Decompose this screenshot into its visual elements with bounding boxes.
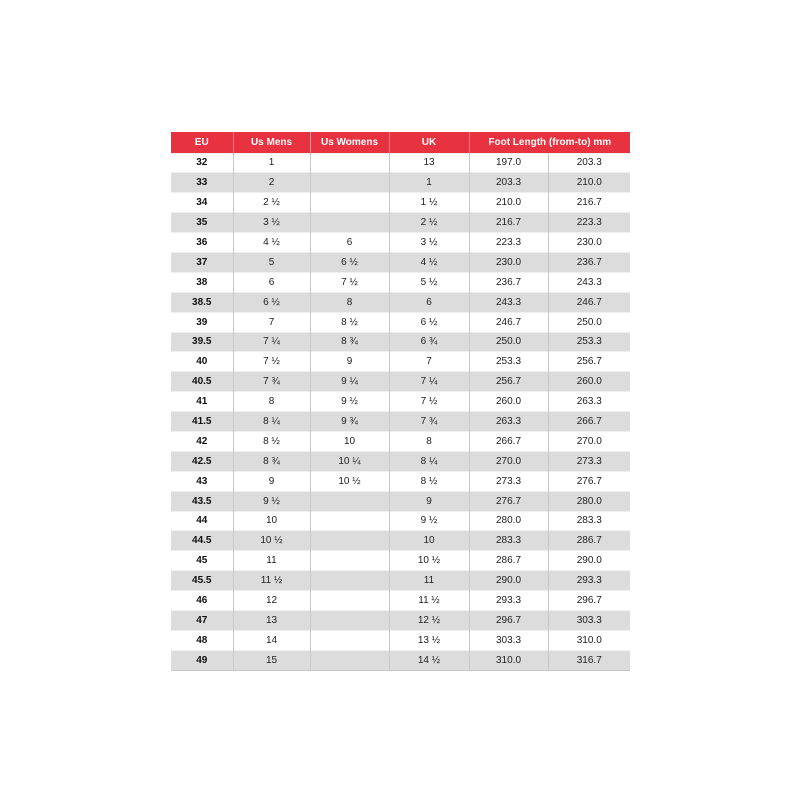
- cell-foot-length-from: 223.3: [469, 233, 548, 253]
- cell-us-mens: 15: [233, 650, 310, 670]
- cell-eu: 44: [171, 511, 233, 531]
- cell-us-mens: 6 ½: [233, 292, 310, 312]
- cell-eu: 42: [171, 431, 233, 451]
- cell-us-womens: [310, 531, 389, 551]
- cell-us-womens: [310, 511, 389, 531]
- cell-foot-length-to: 260.0: [548, 372, 630, 392]
- cell-us-womens: [310, 153, 389, 173]
- cell-foot-length-to: 216.7: [548, 193, 630, 213]
- table-row: [171, 630, 630, 650]
- cell-us-mens: 9: [233, 471, 310, 491]
- cell-us-womens: [310, 551, 389, 571]
- cell-eu: 40.5: [171, 372, 233, 392]
- cell-eu: 39.5: [171, 332, 233, 352]
- table-row: [171, 451, 630, 471]
- cell-foot-length-from: 273.3: [469, 471, 548, 491]
- cell-us-mens: 8 ¼: [233, 412, 310, 432]
- cell-eu: 43.5: [171, 491, 233, 511]
- table-row: [171, 551, 630, 571]
- header-foot-length: Foot Length (from-to) mm: [488, 136, 612, 148]
- cell-us-mens: 11: [233, 551, 310, 571]
- cell-us-womens: [310, 491, 389, 511]
- cell-us-womens: 8: [310, 292, 389, 312]
- cell-eu: 39: [171, 312, 233, 332]
- cell-uk: 3 ½: [389, 233, 469, 253]
- cell-foot-length-from: 286.7: [469, 551, 548, 571]
- cell-eu: 38: [171, 272, 233, 292]
- cell-us-womens: 6 ½: [310, 252, 389, 272]
- cell-foot-length-to: 296.7: [548, 591, 630, 611]
- cell-us-mens: 12: [233, 591, 310, 611]
- cell-us-mens: 10 ½: [233, 531, 310, 551]
- cell-us-womens: [310, 650, 389, 670]
- cell-uk: 9 ½: [389, 511, 469, 531]
- cell-us-womens: [310, 630, 389, 650]
- cell-eu: 46: [171, 591, 233, 611]
- cell-us-womens: 9 ½: [310, 392, 389, 412]
- cell-us-mens: 3 ½: [233, 213, 310, 233]
- cell-foot-length-from: 236.7: [469, 272, 548, 292]
- cell-uk: 5 ½: [389, 272, 469, 292]
- table-row: [171, 312, 630, 332]
- table-row: [171, 193, 630, 213]
- cell-eu: 36: [171, 233, 233, 253]
- cell-uk: 14 ½: [389, 650, 469, 670]
- cell-us-womens: 8 ¾: [310, 332, 389, 352]
- table-row: [171, 292, 630, 312]
- cell-eu: 49: [171, 650, 233, 670]
- cell-us-mens: 2 ½: [233, 193, 310, 213]
- table-row: [171, 352, 630, 372]
- cell-us-mens: 7 ¼: [233, 332, 310, 352]
- cell-us-mens: 10: [233, 511, 310, 531]
- cell-us-womens: 7 ½: [310, 272, 389, 292]
- cell-eu: 41.5: [171, 412, 233, 432]
- cell-uk: 6: [389, 292, 469, 312]
- cell-foot-length-to: 273.3: [548, 451, 630, 471]
- cell-us-womens: 9: [310, 352, 389, 372]
- cell-uk: 9: [389, 491, 469, 511]
- cell-eu: 44.5: [171, 531, 233, 551]
- cell-uk: 8 ¼: [389, 451, 469, 471]
- cell-foot-length-to: 283.3: [548, 511, 630, 531]
- cell-us-mens: 7 ¾: [233, 372, 310, 392]
- cell-uk: 6 ¾: [389, 332, 469, 352]
- cell-us-mens: 8 ¾: [233, 451, 310, 471]
- cell-uk: 10: [389, 531, 469, 551]
- cell-us-womens: [310, 591, 389, 611]
- cell-us-mens: 8: [233, 392, 310, 412]
- cell-uk: 11: [389, 571, 469, 591]
- table-row: [171, 392, 630, 412]
- cell-foot-length-from: 230.0: [469, 252, 548, 272]
- table-row: [171, 372, 630, 392]
- cell-eu: 45.5: [171, 571, 233, 591]
- cell-foot-length-from: 210.0: [469, 193, 548, 213]
- table-row: [171, 491, 630, 511]
- cell-foot-length-from: 197.0: [469, 153, 548, 173]
- cell-uk: 1: [389, 173, 469, 193]
- cell-eu: 45: [171, 551, 233, 571]
- cell-foot-length-to: 210.0: [548, 173, 630, 193]
- cell-foot-length-to: 276.7: [548, 471, 630, 491]
- cell-foot-length-from: 293.3: [469, 591, 548, 611]
- cell-eu: 42.5: [171, 451, 233, 471]
- cell-us-womens: 6: [310, 233, 389, 253]
- table-row: [171, 412, 630, 432]
- cell-uk: 10 ½: [389, 551, 469, 571]
- cell-eu: 38.5: [171, 292, 233, 312]
- table-row: [171, 173, 630, 193]
- cell-foot-length-to: 246.7: [548, 292, 630, 312]
- cell-foot-length-to: 280.0: [548, 491, 630, 511]
- cell-us-mens: 4 ½: [233, 233, 310, 253]
- cell-foot-length-from: 310.0: [469, 650, 548, 670]
- cell-uk: 8: [389, 431, 469, 451]
- cell-foot-length-from: 270.0: [469, 451, 548, 471]
- cell-us-womens: 10 ¼: [310, 451, 389, 471]
- cell-foot-length-from: 203.3: [469, 173, 548, 193]
- cell-foot-length-to: 263.3: [548, 392, 630, 412]
- table-row: [171, 650, 630, 670]
- cell-uk: 6 ½: [389, 312, 469, 332]
- table-row: [171, 511, 630, 531]
- table-body: [171, 153, 630, 670]
- cell-foot-length-from: 260.0: [469, 392, 548, 412]
- cell-uk: 7: [389, 352, 469, 372]
- table-row: [171, 571, 630, 591]
- cell-foot-length-from: 253.3: [469, 352, 548, 372]
- cell-us-womens: [310, 193, 389, 213]
- cell-uk: 12 ½: [389, 610, 469, 630]
- cell-foot-length-to: 286.7: [548, 531, 630, 551]
- cell-foot-length-from: 246.7: [469, 312, 548, 332]
- cell-eu: 37: [171, 252, 233, 272]
- cell-uk: 13 ½: [389, 630, 469, 650]
- table-row: [171, 431, 630, 451]
- cell-us-womens: [310, 213, 389, 233]
- cell-foot-length-to: 293.3: [548, 571, 630, 591]
- cell-foot-length-to: 253.3: [548, 332, 630, 352]
- cell-uk: 8 ½: [389, 471, 469, 491]
- cell-us-womens: [310, 610, 389, 630]
- table-row: [171, 233, 630, 253]
- cell-foot-length-to: 290.0: [548, 551, 630, 571]
- cell-us-womens: 9 ¾: [310, 412, 389, 432]
- cell-us-womens: 9 ¼: [310, 372, 389, 392]
- cell-foot-length-from: 283.3: [469, 531, 548, 551]
- cell-foot-length-from: 276.7: [469, 491, 548, 511]
- cell-us-womens: 8 ½: [310, 312, 389, 332]
- cell-eu: 47: [171, 610, 233, 630]
- cell-foot-length-from: 263.3: [469, 412, 548, 432]
- cell-us-mens: 9 ½: [233, 491, 310, 511]
- table-row: [171, 153, 630, 173]
- table-row: [171, 610, 630, 630]
- cell-uk: 11 ½: [389, 591, 469, 611]
- cell-foot-length-from: 266.7: [469, 431, 548, 451]
- cell-foot-length-from: 243.3: [469, 292, 548, 312]
- cell-uk: 7 ¾: [389, 412, 469, 432]
- cell-foot-length-from: 280.0: [469, 511, 548, 531]
- header-row: [171, 132, 630, 153]
- cell-uk: 13: [389, 153, 469, 173]
- cell-eu: 41: [171, 392, 233, 412]
- cell-us-mens: 13: [233, 610, 310, 630]
- table-row: [171, 591, 630, 611]
- cell-us-womens: [310, 173, 389, 193]
- cell-us-mens: 7: [233, 312, 310, 332]
- cell-foot-length-from: 303.3: [469, 630, 548, 650]
- cell-foot-length-to: 223.3: [548, 213, 630, 233]
- cell-us-mens: 2: [233, 173, 310, 193]
- cell-foot-length-to: 243.3: [548, 272, 630, 292]
- cell-eu: 35: [171, 213, 233, 233]
- cell-foot-length-to: 236.7: [548, 252, 630, 272]
- header-eu: EU: [171, 132, 233, 153]
- table-row: [171, 471, 630, 491]
- cell-foot-length-to: 270.0: [548, 431, 630, 451]
- header-uk: UK: [389, 132, 469, 153]
- cell-eu: 40: [171, 352, 233, 372]
- table-row: [171, 252, 630, 272]
- cell-uk: 7 ½: [389, 392, 469, 412]
- cell-us-mens: 11 ½: [233, 571, 310, 591]
- cell-us-mens: 5: [233, 252, 310, 272]
- table-header: [171, 132, 630, 153]
- table-row: [171, 272, 630, 292]
- cell-eu: 43: [171, 471, 233, 491]
- table-row: [171, 332, 630, 352]
- header-us-mens: Us Mens: [233, 132, 310, 153]
- size-chart: [171, 132, 630, 671]
- cell-foot-length-to: 256.7: [548, 352, 630, 372]
- table-row: [171, 531, 630, 551]
- cell-foot-length-to: 303.3: [548, 610, 630, 630]
- cell-us-womens: 10: [310, 431, 389, 451]
- cell-eu: 32: [171, 153, 233, 173]
- cell-eu: 48: [171, 630, 233, 650]
- cell-uk: 1 ½: [389, 193, 469, 213]
- cell-us-mens: 7 ½: [233, 352, 310, 372]
- cell-foot-length-from: 216.7: [469, 213, 548, 233]
- cell-foot-length-to: 230.0: [548, 233, 630, 253]
- cell-eu: 33: [171, 173, 233, 193]
- cell-foot-length-from: 290.0: [469, 571, 548, 591]
- cell-eu: 34: [171, 193, 233, 213]
- cell-uk: 2 ½: [389, 213, 469, 233]
- cell-foot-length-to: 250.0: [548, 312, 630, 332]
- cell-foot-length-from: 250.0: [469, 332, 548, 352]
- cell-foot-length-to: 203.3: [548, 153, 630, 173]
- cell-foot-length-to: 310.0: [548, 630, 630, 650]
- cell-uk: 7 ¼: [389, 372, 469, 392]
- cell-foot-length-to: 266.7: [548, 412, 630, 432]
- cell-us-womens: [310, 571, 389, 591]
- table-row: [171, 213, 630, 233]
- cell-us-mens: 8 ½: [233, 431, 310, 451]
- size-conversion-table: [171, 132, 630, 670]
- header-us-womens: Us Womens: [310, 132, 389, 153]
- cell-us-mens: 1: [233, 153, 310, 173]
- cell-us-womens: 10 ½: [310, 471, 389, 491]
- cell-us-mens: 14: [233, 630, 310, 650]
- cell-us-mens: 6: [233, 272, 310, 292]
- cell-uk: 4 ½: [389, 252, 469, 272]
- cell-foot-length-to: 316.7: [548, 650, 630, 670]
- cell-foot-length-from: 256.7: [469, 372, 548, 392]
- cell-foot-length-from: 296.7: [469, 610, 548, 630]
